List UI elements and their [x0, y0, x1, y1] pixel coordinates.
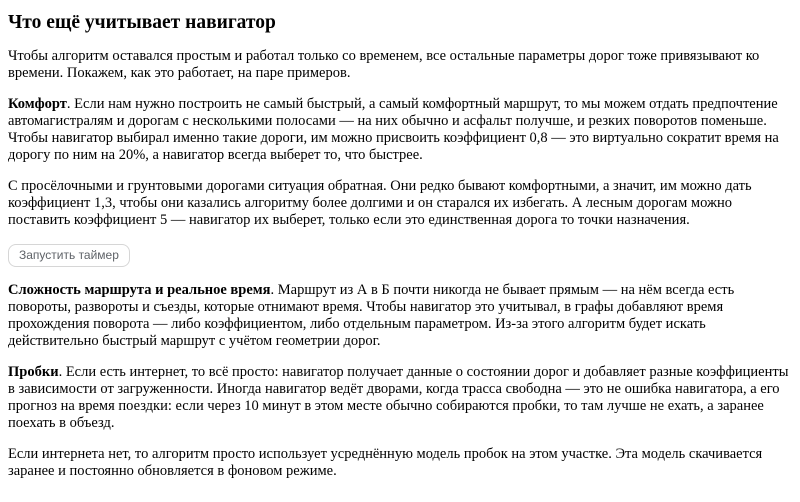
country-roads-text: С просёлочными и грунтовыми дорогами ситуация обратная. Они редко бывают комфортными, а значит, им можно дать коэффициент 1,3, чтобы они казались алгоритму более долгими и он старался их избегать. А лесным дорогам можно поставить коэффициент 5 — навигатор их выберет, только если это единственная дорога то точки назначения. — [8, 178, 752, 228]
intro-text: Чтобы алгоритм оставался простым и работал только со временем, все остальные параметры дорог тоже привязывают ко времени. Покажем, как это работает, на паре примеров. — [8, 48, 760, 81]
traffic-lead: Пробки — [8, 364, 59, 380]
intro-paragraph — [8, 48, 792, 82]
timer-button-row — [8, 244, 792, 267]
complexity-text: . Маршрут из А в Б почти никогда не бывает прямым — на нём всегда есть повороты, развороты и съезды, которые отнимают время. Чтобы навигатор это учитывал, в графы добавляют время прохождения поворота — либо коэффициентом, либо отдельным параметром. Из-за этого алгоритм будет искать действительно быстрый маршрут с учётом геометрии дорог. — [8, 282, 735, 349]
traffic-text: . Если есть интернет, то всё просто: навигатор получает данные о состоянии дорог и добавляет разные коэффициенты в зависимости от загруженности. Иногда навигатор ведёт дворами, когда трасса свободна — это не ошибка навигатора, а его прогноз на время поездки: если через 10 минут в этом месте обычно собираются пробки, то там лучше не ехать, а заранее поехать в объезд. — [8, 364, 789, 431]
comfort-paragraph — [8, 96, 792, 164]
traffic-paragraph — [8, 364, 792, 432]
offline-paragraph — [8, 446, 792, 480]
country-roads-paragraph — [8, 178, 792, 229]
offline-text: Если интернета нет, то алгоритм просто использует усреднённую модель пробок на этом участке. Эта модель скачивается заранее и постоянно обновляется в фоновом режиме. — [8, 446, 763, 479]
complexity-lead: Сложность маршрута и реальное время — [8, 282, 271, 298]
complexity-paragraph — [8, 282, 792, 350]
start-timer-button[interactable]: Запустить таймер — [8, 244, 130, 267]
comfort-text: . Если нам нужно построить не самый быстрый, а самый комфортный маршрут, то мы можем отдать предпочтение автомагистралям и дорогам с несколькими полосами — на них обычно и асфальт получше, и резких поворотов поменьше. Чтобы навигатор выбирал именно такие дороги, им можно присвоить коэффициент 0,8 — это виртуально сократит время на дорогу по ним на 20%, а навигатор всегда выберет то, что быстрее. — [8, 96, 779, 163]
page-title: Что ещё учитывает навигатор — [8, 12, 276, 33]
comfort-lead: Комфорт — [8, 96, 67, 112]
